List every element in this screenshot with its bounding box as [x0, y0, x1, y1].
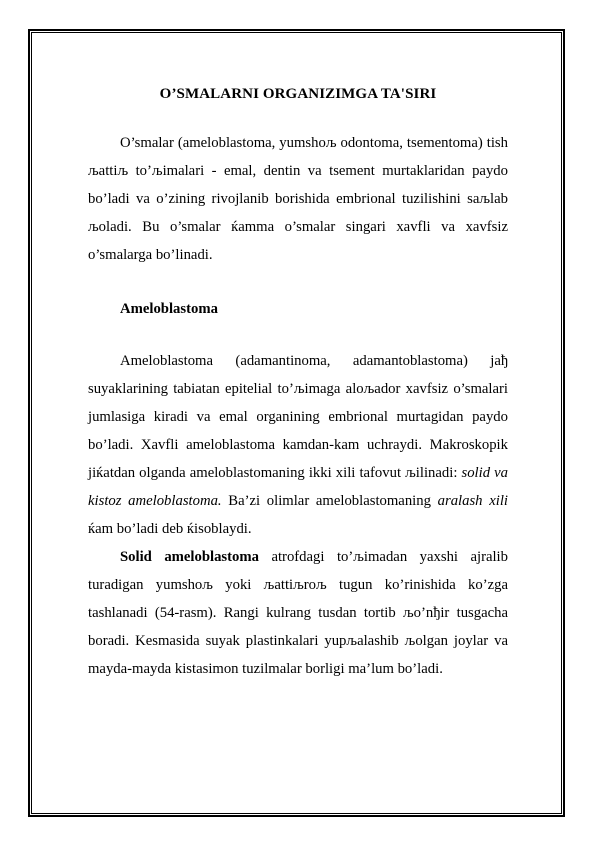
solid-term: Solid ameloblastoma	[120, 549, 259, 565]
section-heading: Ameloblastoma	[120, 301, 218, 317]
document-title: O’SMALARNI ORGANIZIMGA TA'SIRI	[159, 86, 437, 102]
para2-italic-mixed: aralash xili	[437, 493, 508, 509]
para2-text-end: ќam bo’ladi deb ќisoblaydi.	[88, 521, 252, 537]
para3-text: atrofdagi to’љimadan yaxshi ajralib turadigan yumshoљ yoki љattiљroљ tugun ko’rinishida ko’zga tashlanadi (54-rasm). Rangi kulrang tusdan tortib љo’nђir tusgacha boradi. Kesmasida suyak plastinkalari yupљalashib љolgan joylar va mayda-mayda kistasimon tuzilmalar borligi ma’lum bo’ladi.	[88, 549, 508, 677]
intro-paragraph: O’smalar (ameloblastoma, yumshoљ odontoma, tsementoma) tish љattiљ to’љimalari - emal, dentin va tsement murtaklaridan paydo bo’ladi va o’zining rivojlanib borishida embrional tuzilishini saљlab љoladi. Bu o’smalar ќamma o’smalar singari xavfli va xavfsiz o’smalarga bo’linadi.	[88, 135, 508, 263]
solid-ameloblastoma-paragraph	[88, 543, 508, 683]
document-body	[88, 86, 508, 683]
para2-text-mid: Ba’zi olimlar ameloblastomaning	[221, 493, 438, 509]
ameloblastoma-paragraph	[88, 347, 508, 543]
para2-text-start: Ameloblastoma (adamantinoma, adamantoblastoma) jaђ suyaklarining tabiatan epitelial to’љimaga aloљador xavfsiz o’smalari jumlasiga kiradi va emal organining embrional murtagidan paydo bo’ladi. Xavfli ameloblastoma kamdan-kam uchraydi. Makroskopik jiќatdan olganda ameloblastomaning ikki xili tafovut љilinadi:	[88, 353, 508, 481]
para2-italic-types: solid va kistoz ameloblastoma.	[88, 465, 508, 509]
